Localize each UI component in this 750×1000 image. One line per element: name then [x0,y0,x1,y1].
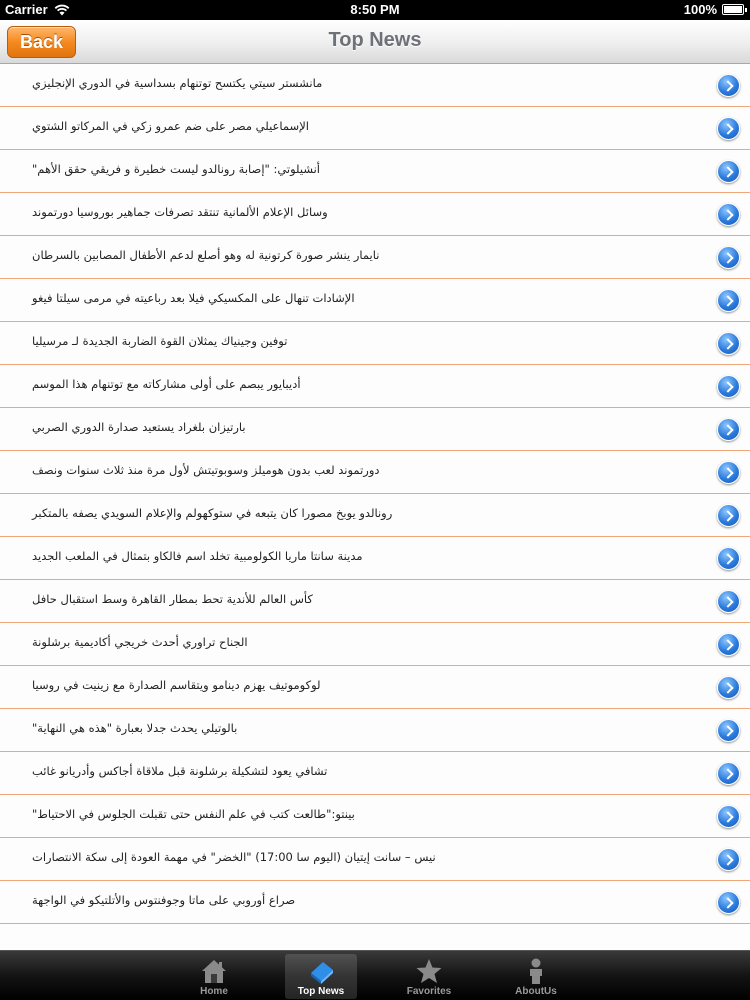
tab-about-us-label: AboutUs [515,986,557,997]
news-headline: بالوتيلي يحدث جدلا بعبارة "هذه هي النهاية" [32,721,238,735]
battery-icon [722,4,744,15]
disclosure-arrow-icon[interactable] [717,418,740,441]
disclosure-arrow-icon[interactable] [717,547,740,570]
news-headline: الجناح تراوري أحدث خريجي أكاديمية برشلونة [32,635,248,649]
tab-favorites-label: Favorites [406,986,452,997]
news-headline: الإسماعيلي مصر على ضم عمرو زكي في المركاتو الشتوي [32,119,309,133]
news-headline: بينتو:"طالعت كتب في علم النفس حتى تقبلت الجلوس في الاحتياط" [32,807,355,821]
news-headline: أنشيلوتي: "إصابة رونالدو ليست خطيرة و فريقي حقق الأهم" [32,162,320,176]
news-row[interactable] [0,666,750,709]
news-headline: صراع أوروبي على ماتا وجوفنتوس والأتلتيكو في الواجهة [32,893,296,907]
carrier-label: Carrier [5,2,48,17]
news-row[interactable] [0,881,750,924]
news-headline: أديبايور يبصم على أولى مشاركاته مع توتنهام هذا الموسم [32,377,301,391]
disclosure-arrow-icon[interactable] [717,633,740,656]
disclosure-arrow-icon[interactable] [717,891,740,914]
news-row[interactable] [0,709,750,752]
disclosure-arrow-icon[interactable] [717,590,740,613]
news-headline: الإشادات تنهال على المكسيكي فيلا بعد رباعيته في مرمى سيلتا فيغو [32,291,355,305]
back-button[interactable]: Back [7,26,76,58]
battery-indicator [684,2,744,17]
news-headline: تشافي يعود لتشكيلة برشلونة قبل ملاقاة أجاكس وأدريانو غائب [32,764,328,778]
disclosure-arrow-icon[interactable] [717,375,740,398]
news-headline: رونالدو يوبخ مصورا كان يتبعه في ستوكهولم والإعلام السويدي يصفه بالمتكبر [32,506,393,520]
news-row[interactable] [0,236,750,279]
news-headline: كأس العالم للأندية تحط بمطار القاهرة وسط استقبال حافل [32,592,313,606]
news-headline: توفين وجينياك يمثلان القوة الضاربة الجديدة لـ مرسيليا [32,334,288,348]
home-icon [200,957,228,985]
news-row[interactable] [0,580,750,623]
clock: 8:50 PM [350,2,400,17]
news-row[interactable] [0,537,750,580]
news-row[interactable] [0,752,750,795]
disclosure-arrow-icon[interactable] [717,719,740,742]
news-row[interactable] [0,623,750,666]
disclosure-arrow-icon[interactable] [717,74,740,97]
tab-top-news[interactable] [285,954,357,999]
news-headline: مانشستر سيتي يكتسح توتنهام بسداسية في الدوري الإنجليزي [32,76,323,90]
tab-favorites[interactable] [393,954,465,999]
person-icon [522,957,550,985]
disclosure-arrow-icon[interactable] [717,160,740,183]
news-row[interactable] [0,64,750,107]
news-headline: لوكوموتيف يهزم دينامو ويتقاسم الصدارة مع زينيت في روسيا [32,678,321,692]
disclosure-arrow-icon[interactable] [717,805,740,828]
disclosure-arrow-icon[interactable] [717,848,740,871]
disclosure-arrow-icon[interactable] [717,203,740,226]
news-row[interactable] [0,451,750,494]
news-row[interactable] [0,322,750,365]
news-row[interactable] [0,838,750,881]
news-row[interactable] [0,107,750,150]
news-row[interactable] [0,795,750,838]
tab-bar [0,950,750,1000]
disclosure-arrow-icon[interactable] [717,117,740,140]
tab-home-label: Home [200,986,228,997]
news-headline: مدينة سانتا ماريا الكولومبية تخلد اسم فالكاو بتمثال في الملعب الجديد [32,549,363,563]
top-news-icon [307,957,335,985]
news-headline: دورتموند لعب بدون هوميلز وسوبوتيتش لأول مرة منذ ثلاث سنوات ونصف [32,463,380,477]
news-headline: وسائل الإعلام الألمانية تنتقد تصرفات جماهير بوروسيا دورتموند [32,205,328,219]
disclosure-arrow-icon[interactable] [717,676,740,699]
tab-top-news-label: Top News [297,986,345,997]
disclosure-arrow-icon[interactable] [717,461,740,484]
star-icon [415,957,443,985]
disclosure-arrow-icon[interactable] [717,246,740,269]
news-headline: نيس – سانت إيتيان (اليوم سا 17:00) "الخضر" في مهمة العودة إلى سكة الانتصارات [32,850,436,864]
page-title: Top News [328,29,422,51]
news-row[interactable] [0,494,750,537]
battery-percentage: 100% [683,2,717,17]
news-headline: نايمار ينشر صورة كرتونية له وهو أصلع لدعم الأطفال المصابين بالسرطان [32,248,380,262]
disclosure-arrow-icon[interactable] [717,762,740,785]
tab-about-us[interactable] [500,954,572,999]
news-row[interactable] [0,365,750,408]
navigation-bar [0,20,750,64]
news-row[interactable] [0,408,750,451]
news-row[interactable] [0,279,750,322]
tab-home[interactable] [178,954,250,999]
news-list[interactable] [0,64,750,950]
disclosure-arrow-icon[interactable] [717,289,740,312]
news-headline: بارتيزان بلغراد يستعيد صدارة الدوري الصربي [32,420,246,434]
news-row[interactable] [0,150,750,193]
status-bar [0,0,750,20]
disclosure-arrow-icon[interactable] [717,332,740,355]
disclosure-arrow-icon[interactable] [717,504,740,527]
news-row[interactable] [0,193,750,236]
